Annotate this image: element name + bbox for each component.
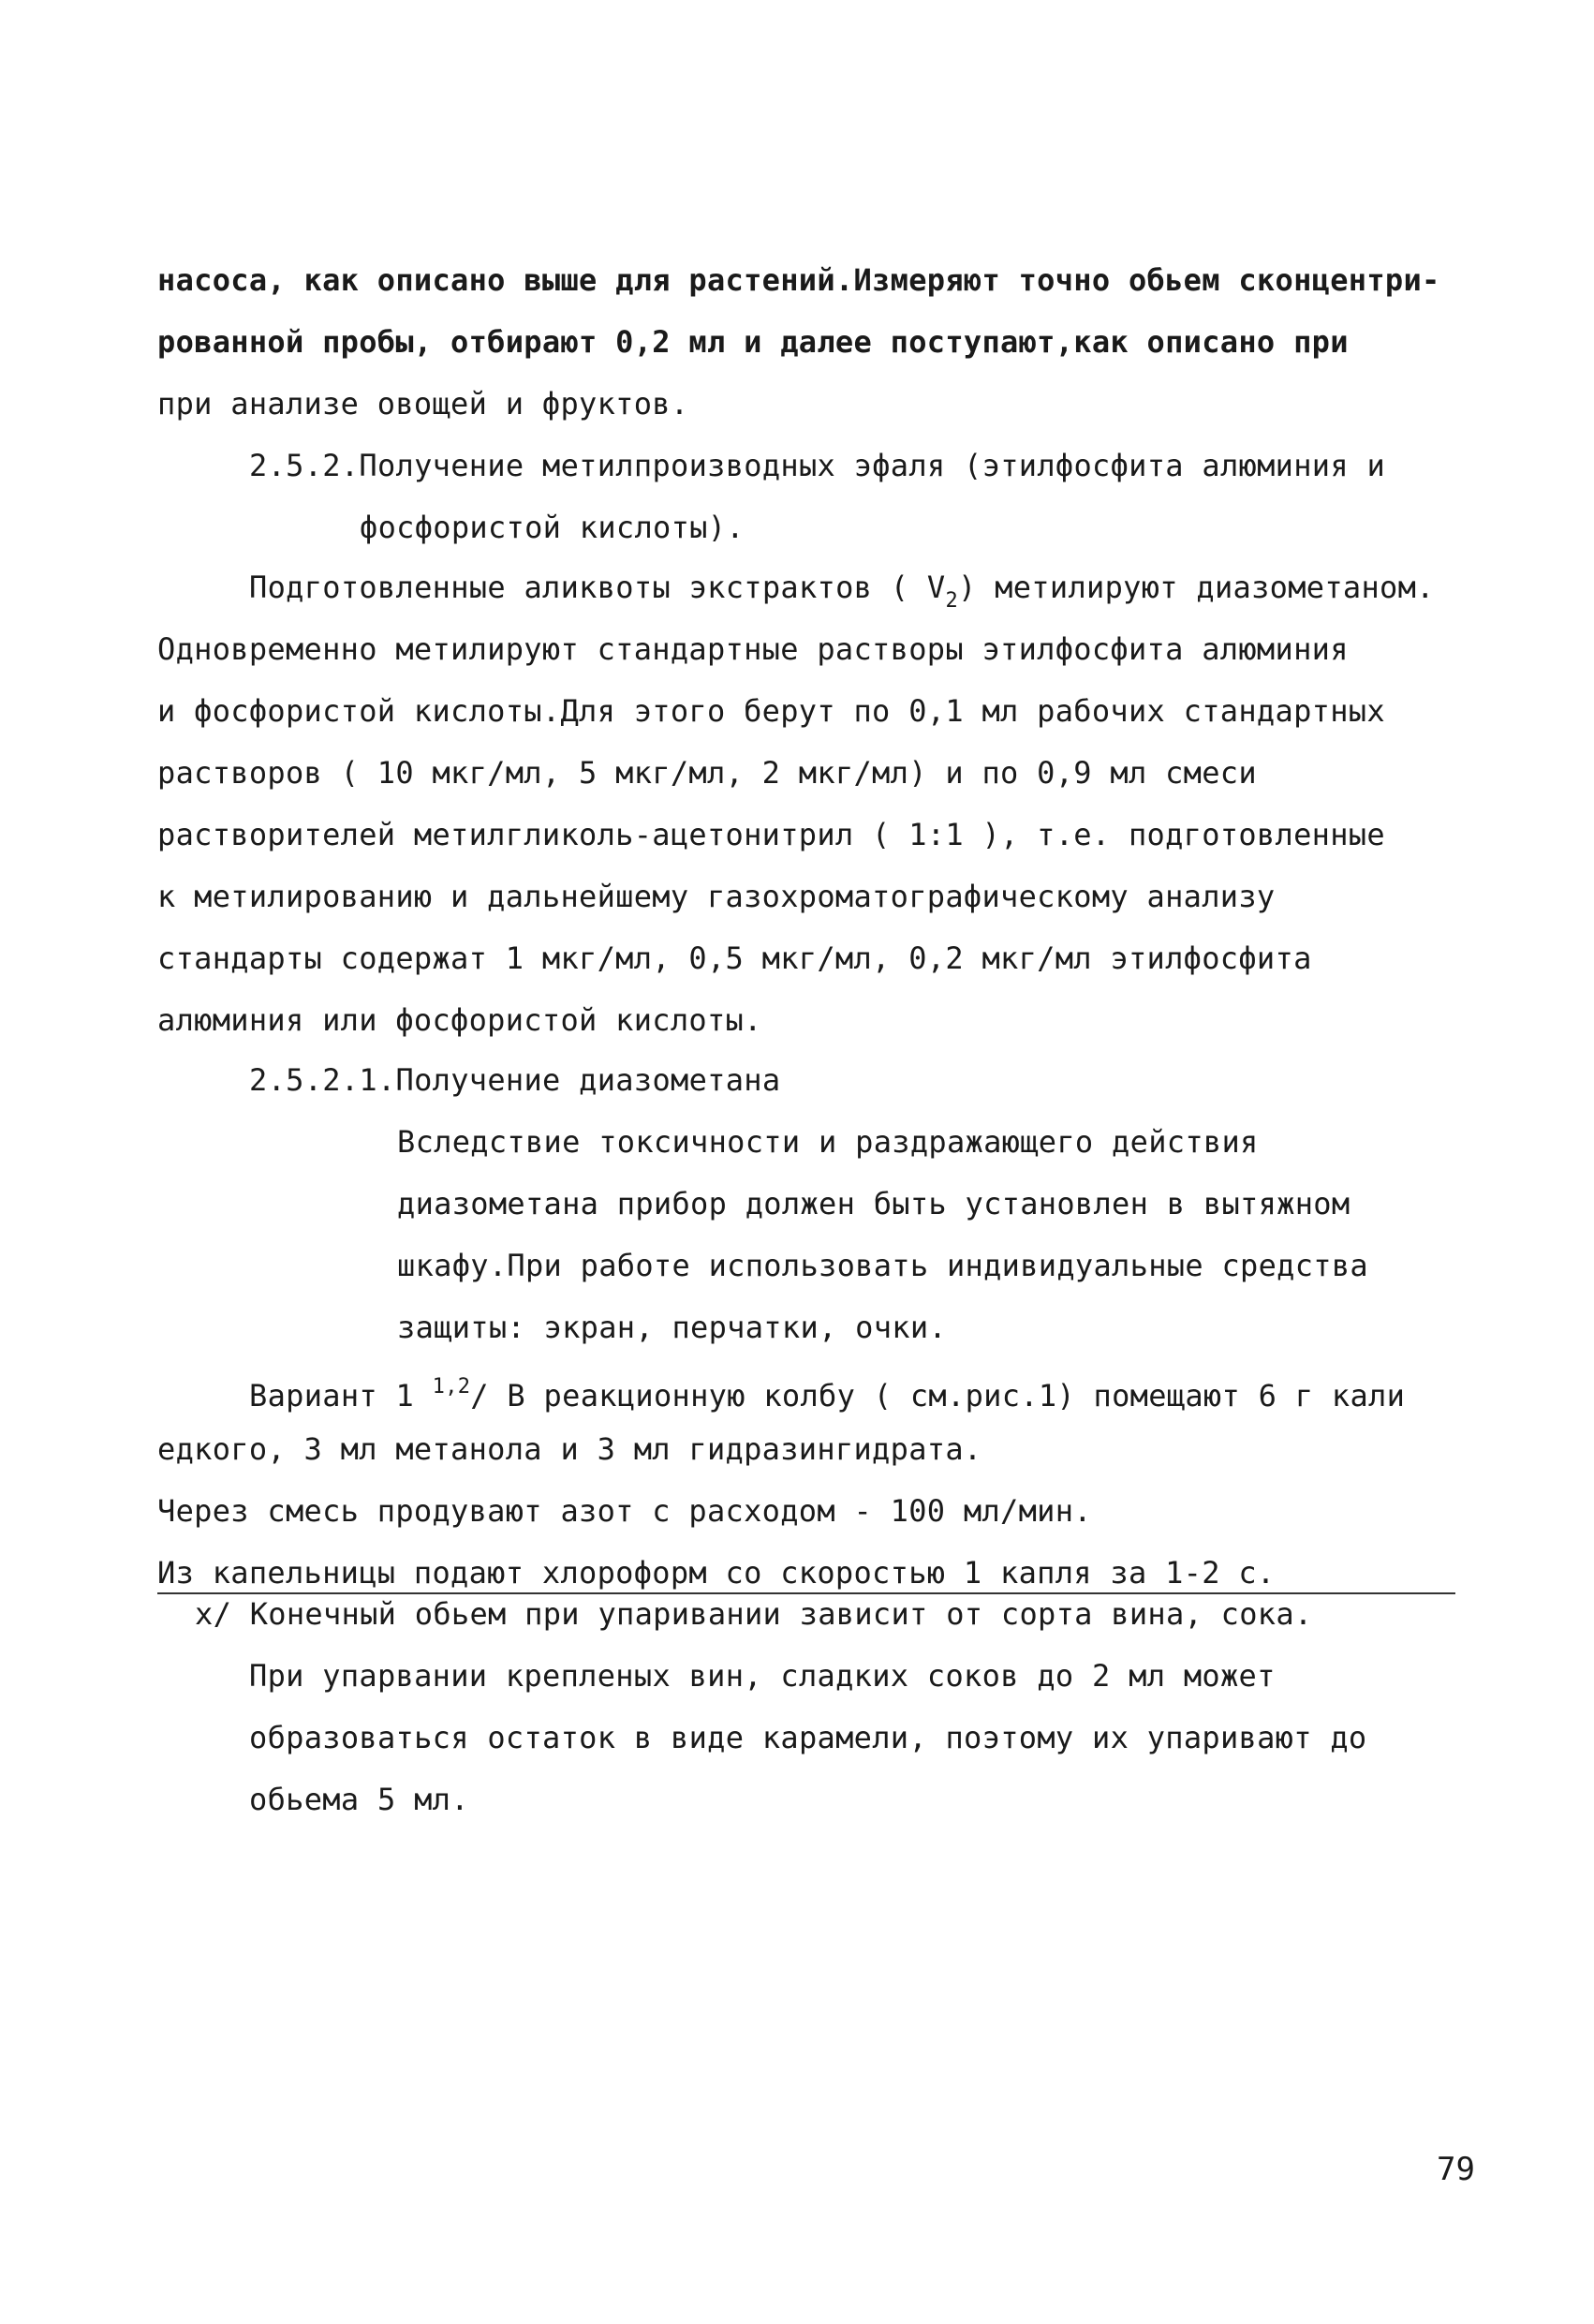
text-fragment: ) метилируют диазометаном. — [958, 570, 1435, 605]
text-line — [249, 1369, 1405, 1414]
subscript: 2 — [945, 589, 959, 613]
text-line: и фосфористой кислоты.Для этого берут по 0,1 мл рабочих стандартных — [157, 693, 1385, 729]
footnote-line: обьема 5 мл. — [249, 1782, 469, 1817]
text-line: едкого, 3 мл метанола и 3 мл гидразингидрата. — [157, 1431, 982, 1467]
section-heading-2-5-2-cont: фосфористой кислоты). — [360, 510, 745, 545]
text-fragment: / В реакционную колбу ( см.рис.1) помещают 6 г кали — [470, 1378, 1406, 1414]
text-fragment: Вариант 1 — [249, 1378, 433, 1414]
text-line: алюминия или фосфористой кислоты. — [157, 1002, 762, 1038]
text-line: растворов ( 10 мкг/мл, 5 мкг/мл, 2 мкг/мл) и по 0,9 мл смеси — [157, 755, 1257, 791]
text-line: Одновременно метилируют стандартные растворы этилфосфита алюминия — [157, 631, 1349, 667]
warning-line: защиты: экран, перчатки, очки. — [397, 1310, 947, 1345]
footnote-divider — [157, 1592, 1455, 1594]
text-line: к метилированию и дальнейшему газохроматографическому анализу — [157, 879, 1276, 914]
warning-line: шкафу.При работе использовать индивидуальные средства — [397, 1248, 1368, 1283]
text-line: насоса, как описано выше для растений.Измеряют точно обьем сконцентри- — [157, 262, 1440, 298]
section-heading-2-5-2: 2.5.2.Получение метилпроизводных эфаля (этилфосфита алюминия и — [249, 448, 1386, 483]
superscript: 1,2 — [432, 1375, 471, 1399]
text-line: растворителей метилгликоль-ацетонитрил ( 1:1 ), т.е. подготовленные — [157, 817, 1385, 852]
footnote-line: образоваться остаток в виде карамели, поэтому их упаривают до — [249, 1720, 1367, 1755]
text-line: Из капельницы подают хлороформ со скоростью 1 капля за 1-2 с. — [157, 1555, 1276, 1591]
text-fragment: Подготовленные аликвоты экстрактов ( V — [249, 570, 946, 605]
section-heading-2-5-2-1: 2.5.2.1.Получение диазометана — [249, 1062, 781, 1098]
text-line — [249, 569, 1435, 620]
page-number: 79 — [1437, 2151, 1475, 2188]
text-line: при анализе овощей и фруктов. — [157, 386, 689, 422]
footnote-line: x/ Конечный обьем при упаривании зависит от сорта вина, сока. — [195, 1596, 1313, 1632]
text-line: стандарты содержат 1 мкг/мл, 0,5 мкг/мл, 0,2 мкг/мл этилфосфита — [157, 940, 1312, 976]
text-line: Через смесь продувают азот с расходом - 100 мл/мин. — [157, 1493, 1092, 1529]
footnote-line: При упарвании крепленых вин, сладких соков до 2 мл может — [249, 1658, 1276, 1694]
warning-line: диазометана прибор должен быть установлен в вытяжном — [397, 1186, 1350, 1221]
warning-line: Вследствие токсичности и раздражающего действия — [397, 1124, 1259, 1160]
text-line: рованной пробы, отбирают 0,2 мл и далее поступают,как описано при — [157, 324, 1349, 360]
